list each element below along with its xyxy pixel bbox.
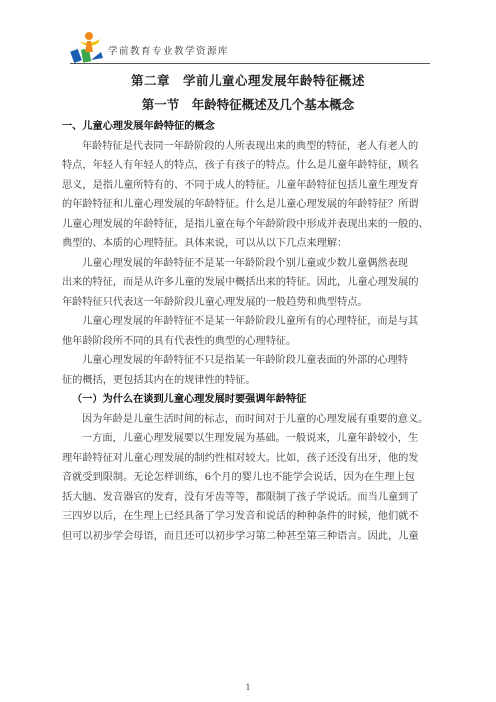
text-line: 典型的、本质的心理特征。具体来说，可以从以下几点来理解：	[62, 238, 348, 249]
text-line: 征的概括，更包括其内在的规律性的特征。	[62, 374, 256, 386]
header-divider	[70, 63, 430, 64]
text-line: 特点，年轻人有年轻人的特点，孩子有孩子的特点。什么是儿童年龄特征，顾名	[62, 160, 419, 171]
page-header	[70, 30, 430, 66]
heading-2: （一）为什么在谈到儿童心理发展时要强调年龄特征	[72, 394, 307, 405]
text-line: 儿童心理发展的年龄特征不只是指某一年龄阶段儿童表面的外部的心理特	[82, 355, 408, 366]
text-line: 思义，是指儿童所特有的、不同于成人的特征。儿童年龄特征包括儿童生理发育	[62, 179, 419, 191]
chapter-title: 第二章 学前儿童心理发展年龄特征概述	[130, 73, 365, 88]
text-line: 三四岁以后，在生理上已经具备了学习发音和说话的种种条件的时候，他们就不	[62, 511, 419, 522]
text-line: 他年龄阶段所不同的具有代表性的典型的心理特征。	[62, 335, 297, 347]
text-line: 音就受到限制。无论怎样训练，6个月的婴儿也不能学会说话，因为在生理上包	[62, 472, 415, 483]
page-number: 1	[245, 683, 251, 692]
heading-1: 一、儿童心理发展年龄特征的概念	[62, 121, 215, 132]
text-line: 但可以初步学会母语，而且还可以初步学习第二种甚至第三种语言。因此，儿童	[62, 530, 419, 542]
section-title: 第一节 年龄特征概述及几个基本概念	[141, 97, 355, 112]
text-line: 儿童心理发展的年龄特征不是某一年龄阶段个别儿童或少数儿童偶然表现	[82, 257, 408, 269]
text-line: 括大脑、发音器官的发育，没有牙齿等等，都限制了孩子学说话。而当儿童到了	[62, 491, 419, 503]
text-line: 年龄特征只代表这一年龄阶段儿童心理发展的一般趋势和典型特点。	[62, 296, 368, 308]
text-line: 年龄特征是代表同一年龄阶段的人所表现出来的典型的特征，老人有老人的	[82, 140, 419, 152]
text-line: 一方面，儿童心理发展要以生理发展为基础。一般说来，儿童年龄较小，生	[82, 433, 419, 444]
text-line: 的年龄特征和儿童心理发展的年龄特征。什么是儿童心理发展的年龄特征？所谓	[62, 199, 419, 210]
text-line: 出来的特征，而是从许多儿童的发展中概括出来的特征。因此，儿童心理发展的	[62, 277, 419, 288]
header-title: 学前教育专业教学资源库	[108, 46, 230, 57]
text-line: 儿童心理发展的年龄特征，是指儿童在每个年龄阶段中形成并表现出来的一般的、	[62, 218, 429, 230]
resource-library-logo	[70, 30, 104, 64]
text-line: 理年龄特征对儿童心理发展的制约性相对较大。比如，孩子还没有出牙，他的发	[62, 452, 419, 464]
text-line: 因为年龄是儿童生活时间的标志，而时间对于儿童的心理发展有重要的意义。	[82, 413, 429, 425]
text-line: 儿童心理发展的年龄特征不是某一年龄阶段儿童所有的心理特征，而是与其	[82, 316, 419, 327]
body-text	[62, 117, 440, 546]
